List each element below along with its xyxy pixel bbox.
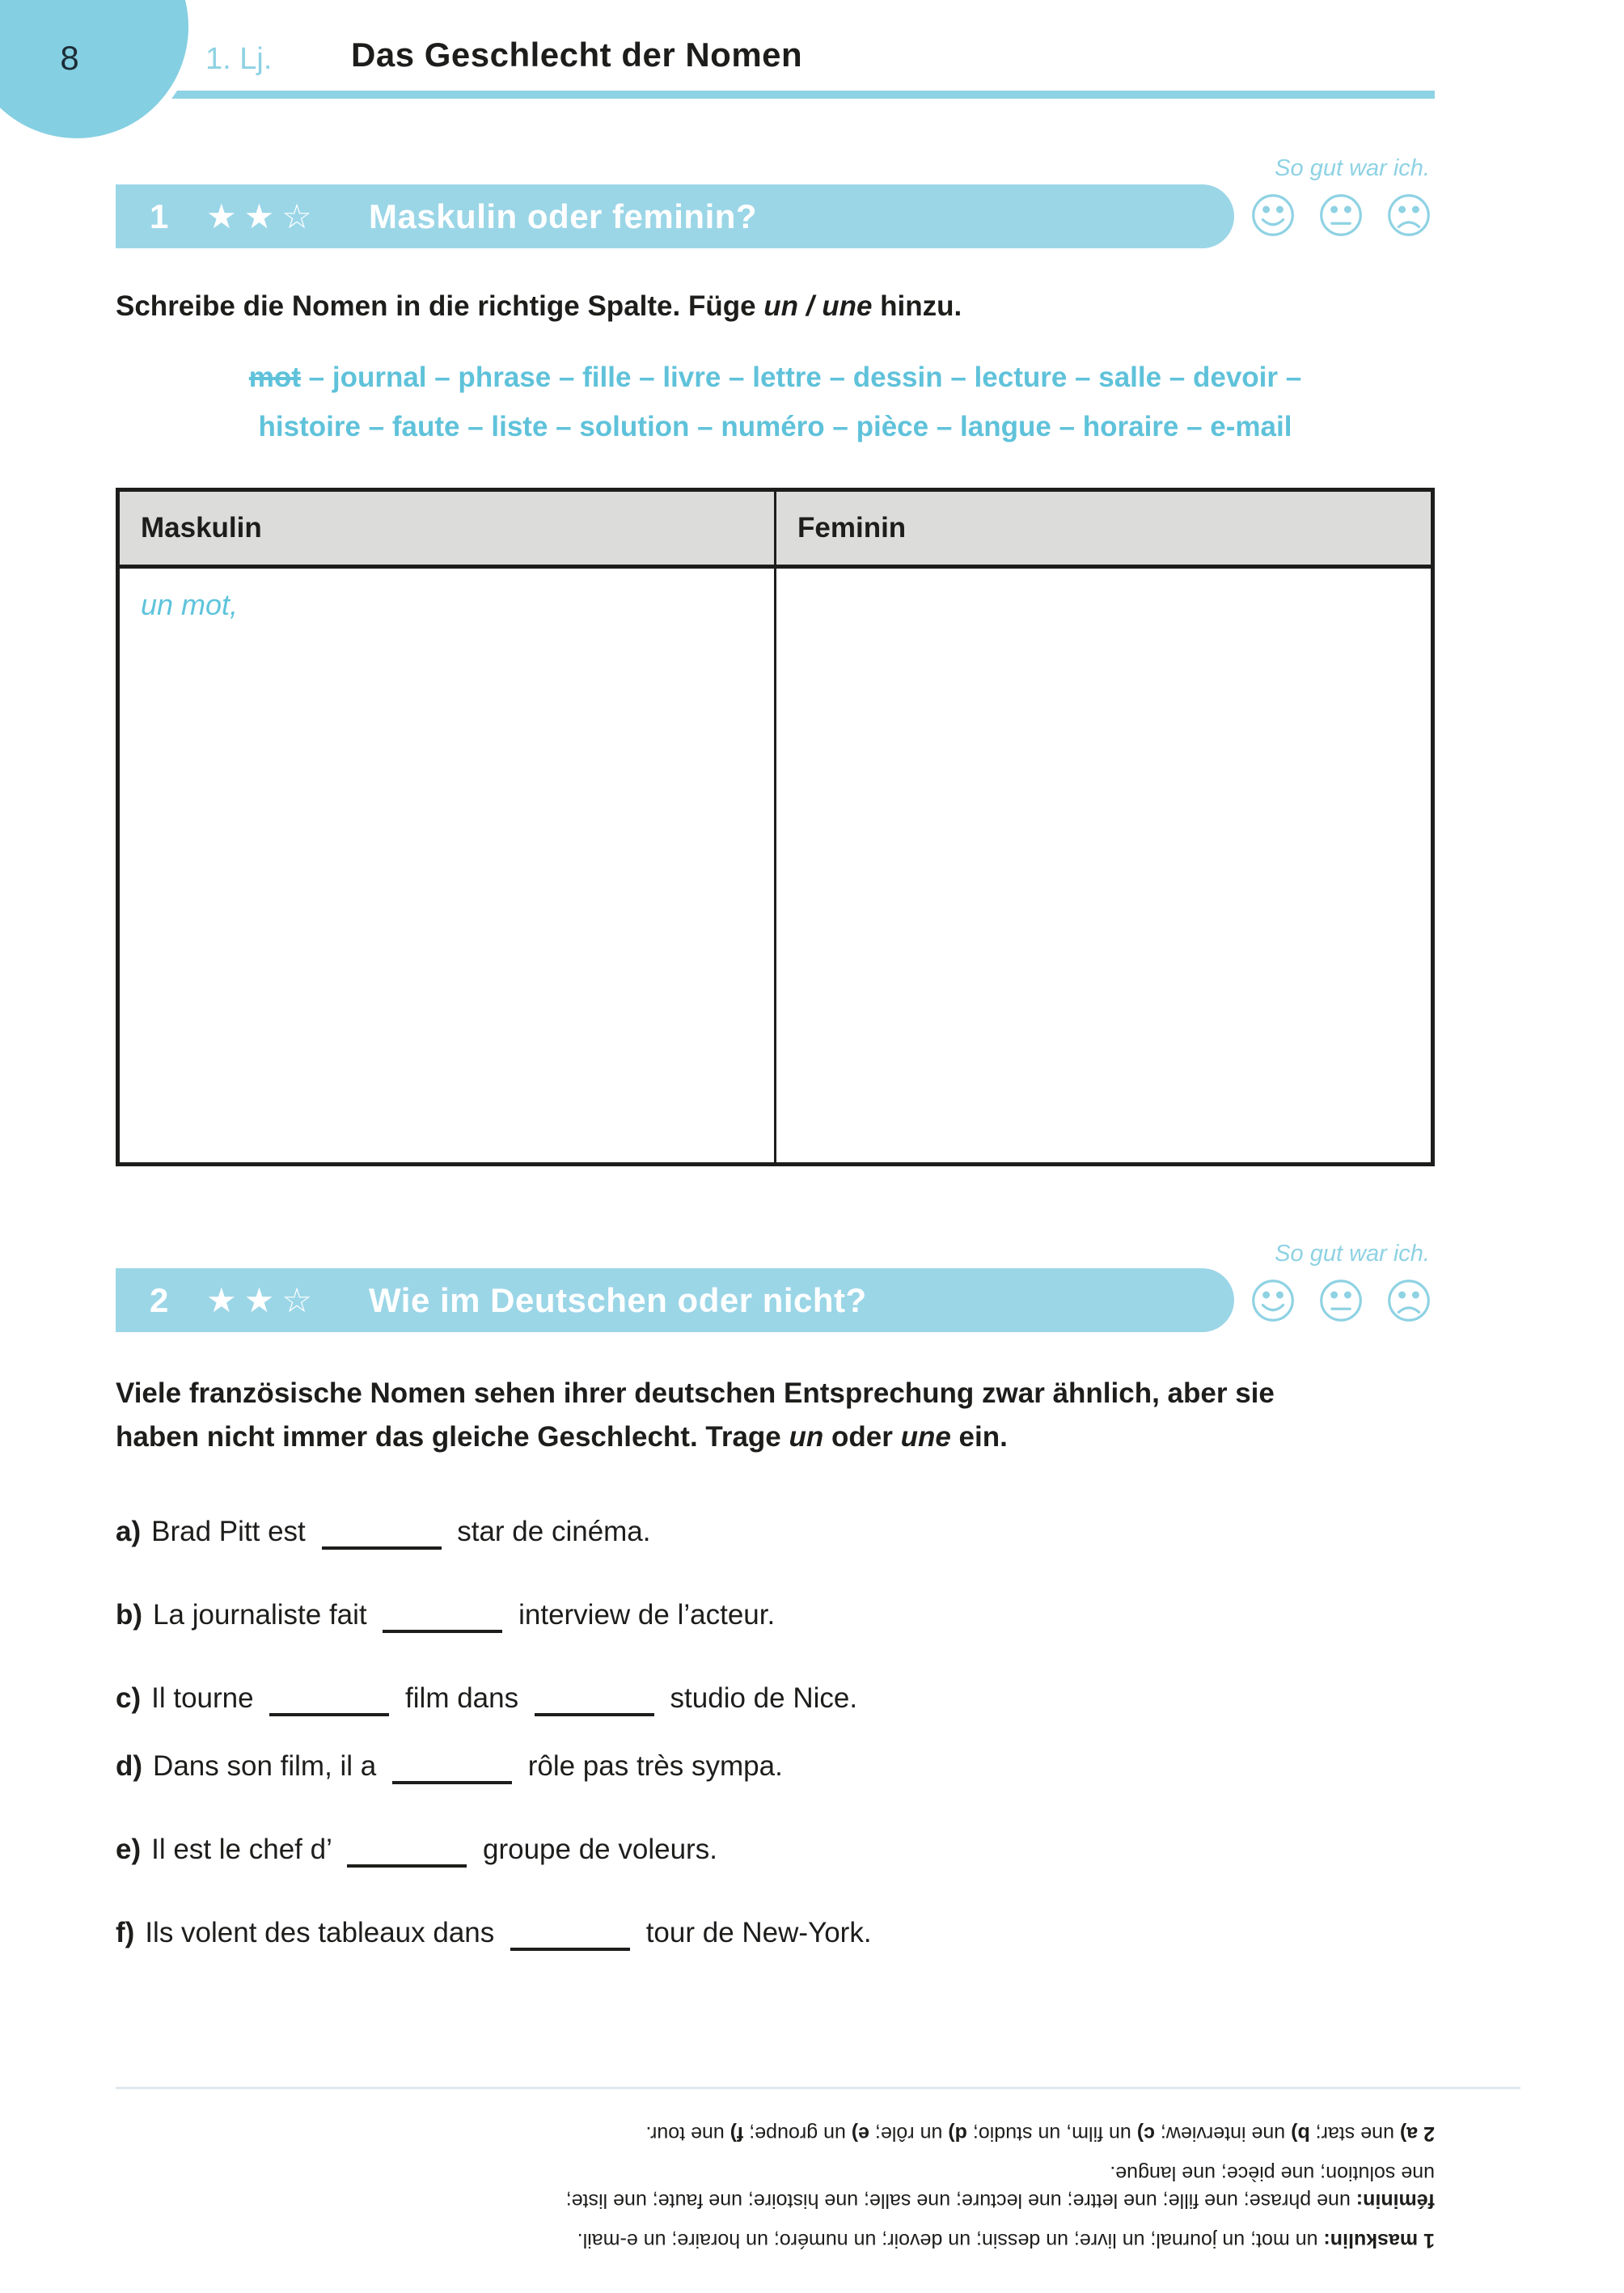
happy-face-icon[interactable]	[1250, 1278, 1296, 1323]
exercise1-header-bar	[116, 184, 1234, 248]
rating-smileys	[1250, 192, 1432, 238]
fill-in-item-e: e) Il est le chef d’ groupe de voleurs.	[116, 1832, 717, 1868]
neutral-face-icon[interactable]	[1318, 192, 1364, 238]
page-number: 8	[60, 39, 79, 77]
answer-blank[interactable]	[392, 1781, 512, 1784]
item-label: d)	[116, 1750, 143, 1782]
bold-label: 1 maskulin:	[1323, 2229, 1435, 2252]
struck-word: mot	[248, 362, 301, 393]
solution-paragraph: 2 a) une star; b) une interview; c) un film, un studio; d) un rôle; e) un groupe; f) une tour.	[645, 2122, 1435, 2145]
gender-table-body	[120, 569, 1431, 1166]
header-rule	[137, 91, 1435, 99]
item-label: e)	[116, 1834, 142, 1865]
exercise2-instruction: Viele französische Nomen sehen ihrer deutschen Entsprechung zwar ähnlich, aber sie haben nicht immer das gleiche Geschlecht. Trage un oder une ein.	[116, 1377, 1275, 1453]
gender-table	[116, 488, 1435, 1166]
fill-in-item-f: f) Ils volent des tableaux dans tour de New-York.	[116, 1915, 872, 1951]
fill-in-item-c: c) Il tourne film dans studio de Nice.	[116, 1681, 857, 1716]
bold-label: d)	[948, 2122, 967, 2145]
column-header-feminin: Feminin	[797, 512, 907, 544]
sad-face-icon[interactable]	[1386, 192, 1432, 238]
footer-rule	[116, 2087, 1520, 2089]
handwritten-entry: un mot,	[141, 588, 239, 621]
fill-in-item-a: a) Brad Pitt est star de cinéma.	[116, 1514, 651, 1550]
word-bank: mot – journal – phrase – fille – livre – lettre – dessin – lecture – salle – devoir – histoire – faute – liste – solution – numéro – pièce – langue – horaire – e-mail	[248, 362, 1302, 442]
column-header-maskulin: Maskulin	[120, 492, 776, 565]
rating-caption: So gut war ich.	[1275, 155, 1430, 181]
bold-label: c)	[1136, 2122, 1155, 2145]
exercise-title: Wie im Deutschen oder nicht?	[369, 1281, 867, 1319]
fill-in-item-b: b) La journaliste fait interview de l’acteur.	[116, 1597, 775, 1633]
solutions-block	[116, 2108, 1435, 2254]
bold-label: b)	[1291, 2122, 1310, 2145]
exercise-title: Maskulin oder feminin?	[369, 197, 758, 235]
rating-smileys	[1250, 1278, 1432, 1323]
bold-label: e)	[851, 2122, 870, 2145]
emphasized-word: une	[900, 1421, 951, 1453]
exercise-number: 1	[150, 197, 169, 235]
emphasized-word: un / une	[763, 290, 873, 322]
bold-label: féminin:	[1355, 2189, 1435, 2212]
answer-blank[interactable]	[347, 1864, 467, 1868]
fill-in-item-d: d) Dans son film, il a rôle pas très sympa.	[116, 1749, 783, 1784]
lesson-label: 1. Lj.	[205, 42, 273, 76]
answer-blank[interactable]	[510, 1948, 630, 1951]
bold-label: f)	[730, 2122, 744, 2145]
neutral-face-icon[interactable]	[1318, 1278, 1364, 1323]
answer-blank[interactable]	[383, 1630, 502, 1633]
item-label: c)	[116, 1682, 142, 1714]
page-title: Das Geschlecht der Nomen	[351, 36, 803, 74]
item-label: a)	[116, 1516, 142, 1547]
exercise1-instruction: Schreibe die Nomen in die richtige Spalte. Füge un / une hinzu.	[116, 290, 962, 322]
item-label: f)	[116, 1917, 135, 1948]
sad-face-icon[interactable]	[1386, 1278, 1432, 1323]
solution-paragraph: féminin: une phrase; une fille; une lettre; une lecture; une salle; une histoire; une faute; une liste; une solution; une pièce; une langue.	[565, 2162, 1435, 2212]
emphasized-word: un	[789, 1421, 824, 1453]
maskulin-column-cell[interactable]	[120, 569, 776, 1166]
rating-caption: So gut war ich.	[1275, 1241, 1430, 1267]
bold-label: 2 a)	[1399, 2122, 1435, 2145]
answer-blank[interactable]	[269, 1713, 389, 1716]
exercise2-header-bar	[116, 1268, 1234, 1332]
answer-blank[interactable]	[535, 1713, 654, 1716]
solution-paragraph: 1 maskulin: un mot; un journal; un livre; un dessin; un devoir; un numéro; un horaire; un e-mail.	[577, 2229, 1435, 2252]
happy-face-icon[interactable]	[1250, 192, 1296, 238]
feminin-column-cell[interactable]	[776, 569, 1431, 1166]
difficulty-stars: ★★☆	[206, 1281, 319, 1319]
item-label: b)	[116, 1599, 143, 1631]
answer-blank[interactable]	[322, 1546, 442, 1550]
exercise-number: 2	[150, 1281, 169, 1319]
difficulty-stars: ★★☆	[206, 197, 319, 235]
gender-table-header	[120, 492, 1431, 569]
